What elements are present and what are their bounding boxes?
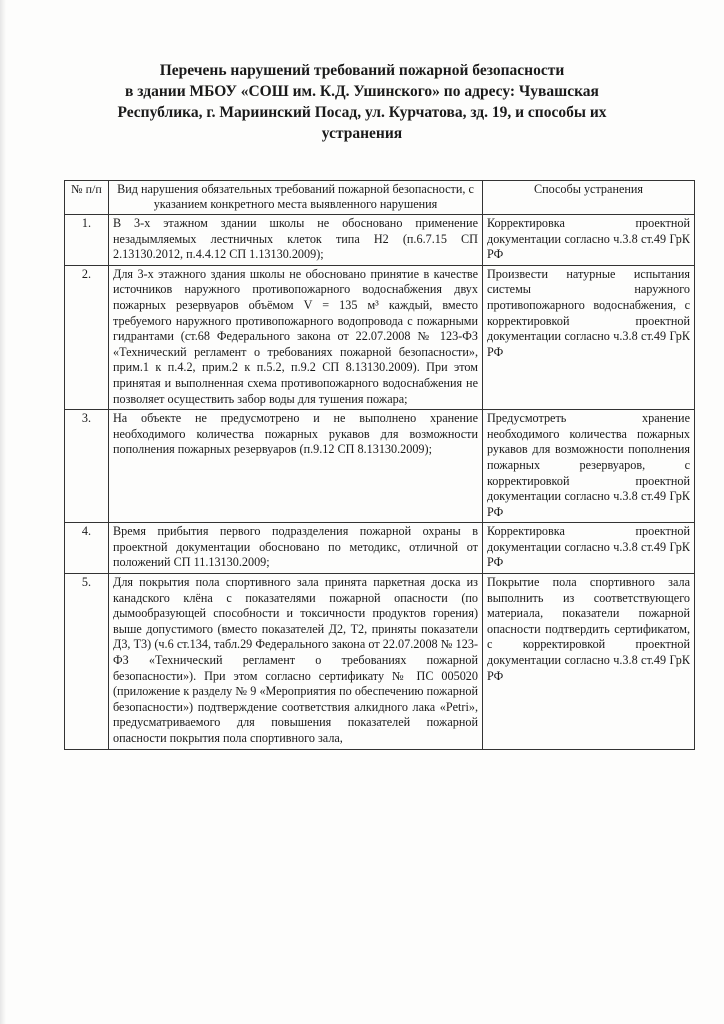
table-row (65, 215, 695, 266)
row-remedy: Корректировка проектной документации согласно ч.3.8 ст.49 ГрК РФ (483, 523, 695, 574)
scan-edge-shadow (0, 0, 6, 1024)
title-line-4: устранения (321, 125, 403, 142)
table-row (65, 574, 695, 750)
table-header-row (65, 181, 695, 215)
row-remedy: Предусмотреть хранение необходимого количества пожарных рукавов для возможности пополнения пожарных резервуаров, с корректировкой проектной документации согласно ч.3.8 ст.49 ГрК РФ (483, 410, 695, 523)
row-remedy: Покрытие пола спортивного зала выполнить из соответствующего материала, показатели пожарной опасности подтвердить сертификатом, с корректировкой проектной документации согласно ч.3.8 ст.49 ГрК РФ (483, 574, 695, 750)
violations-table (64, 180, 695, 750)
row-violation: Время прибытия первого подразделения пожарной охраны в проектной документации обосновано по методикс, отличной от положений СП 11.13130.2009; (109, 523, 483, 574)
row-number: 2. (65, 265, 109, 409)
table-row (65, 410, 695, 523)
row-violation: В 3-х этажном здании школы не обосновано применение незадымляемых лестничных клеток типа Н2 (п.6.7.15 СП 2.13130.2012, п.4.4.12 СП 1.13130.2009); (109, 215, 483, 266)
table-row (65, 265, 695, 409)
header-violation: Вид нарушения обязательных требований пожарной безопасности, с указанием конкретного места выявленного нарушения (109, 181, 483, 215)
row-remedy: Корректировка проектной документации согласно ч.3.8 ст.49 ГрК РФ (483, 215, 695, 266)
row-number: 5. (65, 574, 109, 750)
title-line-3: Республика, г. Мариинский Посад, ул. Курчатова, зд. 19, и способы их (117, 104, 607, 121)
header-remedy: Способы устранения (483, 181, 695, 215)
row-number: 4. (65, 523, 109, 574)
title-line-2: в здании МБОУ «СОШ им. К.Д. Ушинского» по адресу: Чувашская (125, 83, 599, 100)
title-line-1: Перечень нарушений требований пожарной безопасности (159, 62, 565, 79)
header-number: № п/п (65, 181, 109, 215)
row-number: 1. (65, 215, 109, 266)
row-remedy: Произвести натурные испытания системы наружного противопожарного водоснабжения, с корректировкой проектной документации согласно ч.3.8 ст.49 ГрК РФ (483, 265, 695, 409)
table-row (65, 523, 695, 574)
row-violation: На объекте не предусмотрено и не выполнено хранение необходимого количества пожарных рукавов для возможности пополнения пожарных резервуаров (п.9.12 СП 8.13130.2009); (109, 410, 483, 523)
row-violation: Для 3-х этажного здания школы не обосновано принятие в качестве источников наружного противопожарного водоснабжения двух пожарных резервуаров объёмом V = 135 м³ каждый, вместо требуемого наружного противопожарного водопровода с пожарными гидрантами (ст.68 Федерального закона от 22.07.2008 № 123-ФЗ «Технический регламент о требованиях пожарной безопасности», прим.1 к п.4.2, прим.2 к п.5.2, п.9.2 СП 8.13130.2009). При этом принятая и выполненная схема противопожарного водоснабжения не позволяет осуществить забор воды для тушения пожара; (109, 265, 483, 409)
document-title (100, 60, 624, 144)
row-violation: Для покрытия пола спортивного зала принята паркетная доска из канадского клёна с показателями пожарной опасности (по дымообразующей способности и токсичности продуктов горения) выше допустимого (вместо показателей Д2, Т2, приняты показатели Д3, Т3) (ч.6 ст.134, табл.29 Федерального закона от 22.07.2008 № 123-ФЗ «Технический регламент о требованиях пожарной безопасности»). При этом согласно сертификату № ПС 005020 (приложение к разделу № 9 «Мероприятия по обеспечению пожарной безопасности») подтверждение соответствия алкидного лака «Petri», предусматриваемого для повышения показателей пожарной опасности покрытия пола спортивного зала, (109, 574, 483, 750)
row-number: 3. (65, 410, 109, 523)
